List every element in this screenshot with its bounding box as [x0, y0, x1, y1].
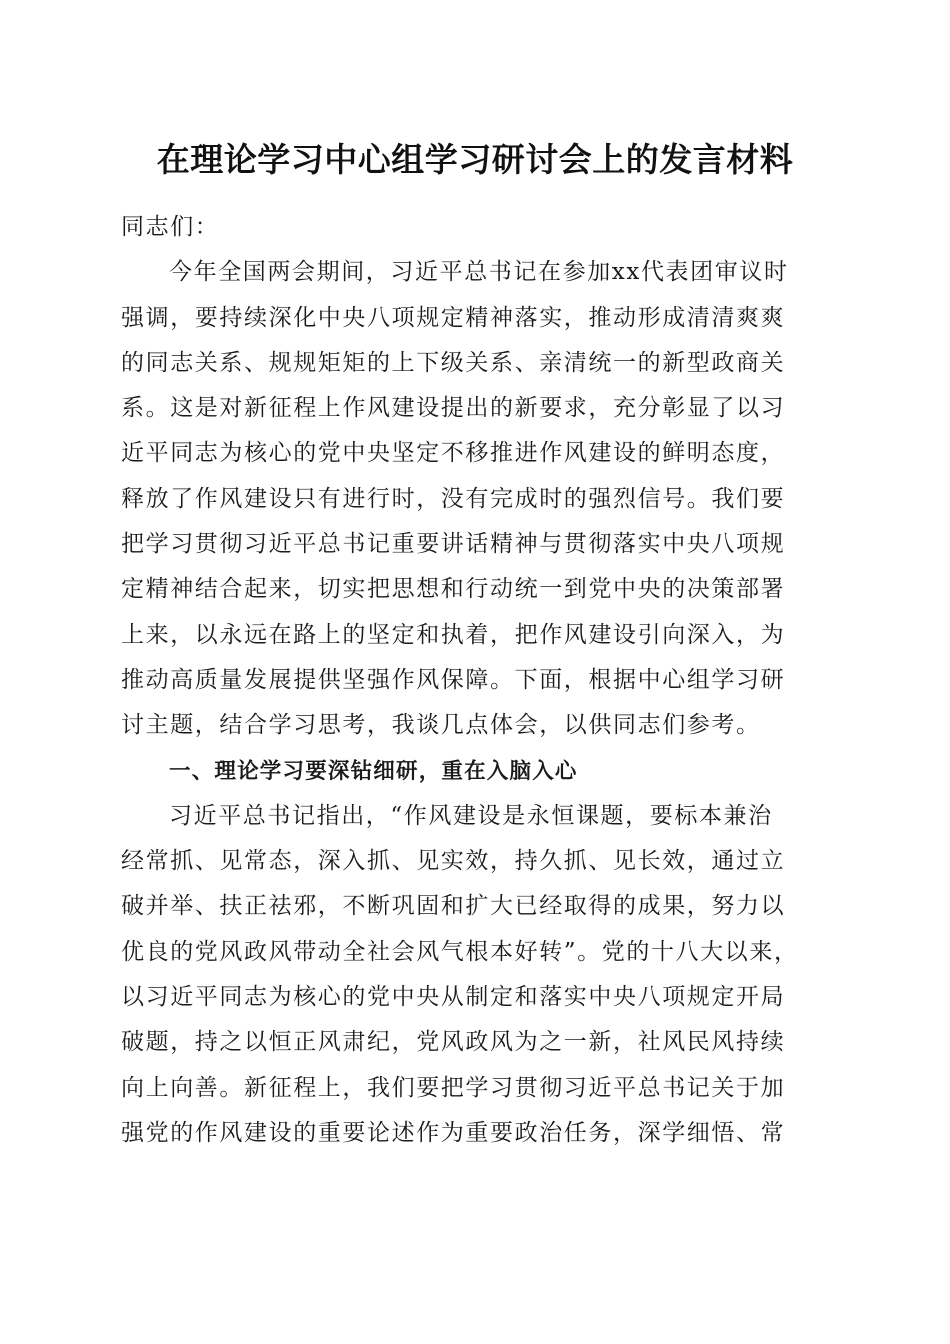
paragraph-line: 的同志关系、规规矩矩的上下级关系、亲清统一的新型政商关: [121, 349, 786, 376]
paragraph-line: 强党的作风建设的重要论述作为重要政治任务，深学细悟、常: [121, 1119, 786, 1146]
paragraph-line: 推动高质量发展提供坚强作风保障。下面，根据中心组学习研: [121, 666, 786, 693]
section-heading-1: 一、理论学习要深钻细研，重在入脑入心: [169, 758, 578, 784]
paragraph-line: 优良的党风政风带动全社会风气根本好转”。党的十八大以来，: [121, 938, 799, 965]
paragraph-line: 强调，要持续深化中央八项规定精神落实，推动形成清清爽爽: [121, 304, 786, 331]
paragraph-line: 破题，持之以恒正风肃纪，党风政风为之一新，社风民风持续: [121, 1029, 786, 1056]
document-body: [121, 205, 825, 1156]
paragraph-line: 释放了作风建设只有进行时，没有完成时的强烈信号。我们要: [121, 485, 786, 512]
paragraph-line: 系。这是对新征程上作风建设提出的新要求，充分彰显了以习: [121, 395, 786, 422]
paragraph-line: 今年全国两会期间，习近平总书记在参加xx代表团审议时: [169, 259, 789, 286]
document-title: 在理论学习中心组学习研讨会上的发言材料: [156, 140, 794, 179]
paragraph-line: 以习近平同志为核心的党中央从制定和落实中央八项规定开局: [121, 984, 786, 1011]
paragraph-line: 讨主题，结合学习思考，我谈几点体会，以供同志们参考。: [121, 712, 761, 739]
paragraph-line: 习近平总书记指出，“作风建设是永恒课题，要标本兼治: [169, 802, 773, 829]
paragraph-line: 上来，以永远在路上的坚定和执着，把作风建设引向深入，为: [121, 621, 786, 648]
paragraph-line: 近平同志为核心的党中央坚定不移推进作风建设的鲜明态度，: [121, 440, 786, 467]
paragraph-1: [121, 250, 825, 748]
salutation: 同志们：: [121, 214, 220, 240]
paragraph-line: 定精神结合起来，切实把思想和行动统一到党中央的决策部署: [121, 576, 786, 603]
paragraph-line: 向上向善。新征程上，我们要把学习贯彻习近平总书记关于加: [121, 1074, 786, 1101]
paragraph-line: 经常抓、见常态，深入抓、见实效，持久抓、见长效，通过立: [121, 848, 786, 875]
paragraph-2: [121, 794, 825, 1156]
paragraph-line: 把学习贯彻习近平总书记重要讲话精神与贯彻落实中央八项规: [121, 531, 786, 558]
paragraph-line: 破并举、扶正祛邪，不断巩固和扩大已经取得的成果，努力以: [121, 893, 786, 920]
